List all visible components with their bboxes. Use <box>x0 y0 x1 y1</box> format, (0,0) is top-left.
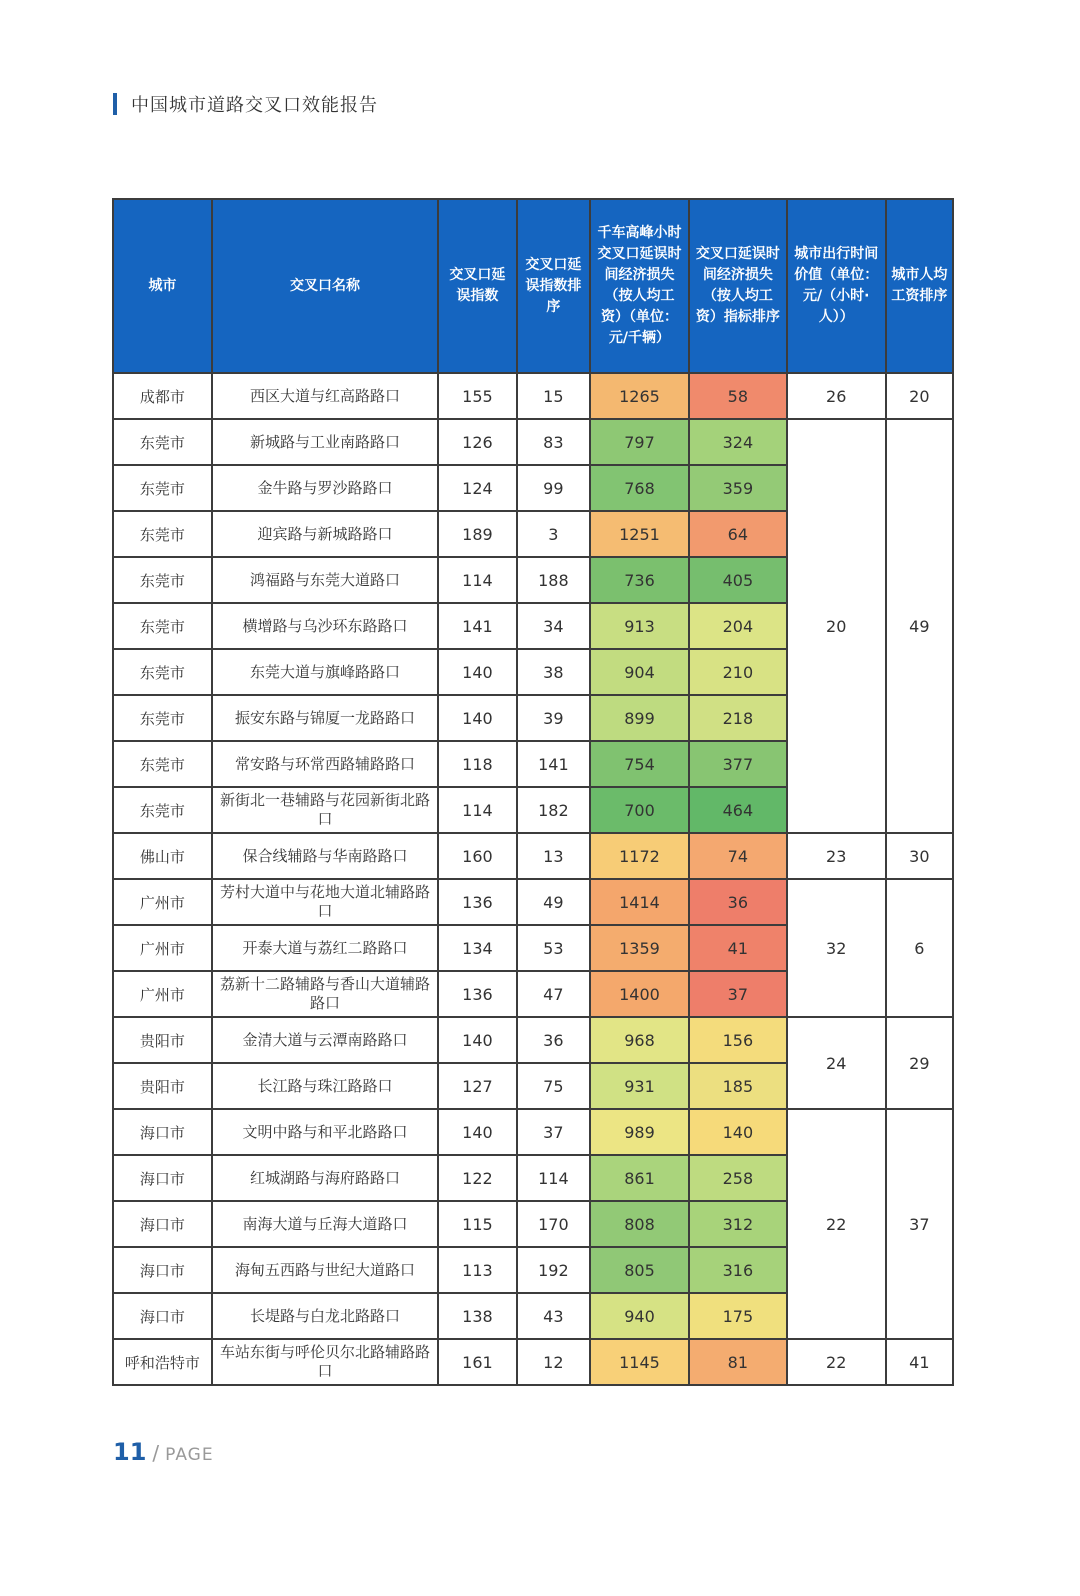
report-title: 中国城市道路交叉口效能报告 <box>131 95 378 116</box>
page-footer <box>113 1438 214 1466</box>
cell-delay-index: 134 <box>438 925 516 971</box>
cell-city: 海口市 <box>113 1293 212 1339</box>
cell-delay-index: 114 <box>438 787 516 833</box>
cell-city: 东莞市 <box>113 787 212 833</box>
cell-delay-rank: 83 <box>517 419 590 465</box>
cell-city: 东莞市 <box>113 557 212 603</box>
cell-intersection-name: 金牛路与罗沙路路口 <box>212 465 438 511</box>
cell-loss-rank: 316 <box>689 1247 787 1293</box>
header-accent-bar <box>113 93 117 115</box>
cell-intersection-name: 西区大道与红高路路口 <box>212 373 438 419</box>
cell-time-value: 22 <box>787 1339 886 1385</box>
cell-loss-rank: 377 <box>689 741 787 787</box>
cell-delay-index: 189 <box>438 511 516 557</box>
page-number: 11 <box>113 1438 147 1466</box>
cell-loss-rank: 81 <box>689 1339 787 1385</box>
cell-delay-rank: 114 <box>517 1155 590 1201</box>
cell-loss-rank: 156 <box>689 1017 787 1063</box>
cell-loss-rank: 258 <box>689 1155 787 1201</box>
table-row <box>113 1017 953 1063</box>
cell-loss-rank: 324 <box>689 419 787 465</box>
cell-delay-rank: 53 <box>517 925 590 971</box>
cell-delay-rank: 13 <box>517 833 590 879</box>
table-body <box>113 373 953 1385</box>
cell-intersection-name: 荔新十二路辅路与香山大道辅路路口 <box>212 971 438 1017</box>
table-row <box>113 1339 953 1385</box>
cell-delay-rank: 39 <box>517 695 590 741</box>
cell-loss-rank: 140 <box>689 1109 787 1155</box>
cell-delay-rank: 47 <box>517 971 590 1017</box>
cell-delay-rank: 38 <box>517 649 590 695</box>
cell-loss-rank: 405 <box>689 557 787 603</box>
cell-intersection-name: 迎宾路与新城路路口 <box>212 511 438 557</box>
cell-delay-rank: 99 <box>517 465 590 511</box>
cell-city: 海口市 <box>113 1109 212 1155</box>
cell-loss-rank: 74 <box>689 833 787 879</box>
cell-city: 东莞市 <box>113 741 212 787</box>
cell-intersection-name: 振安东路与锦厦一龙路路口 <box>212 695 438 741</box>
cell-intersection-name: 长堤路与白龙北路路口 <box>212 1293 438 1339</box>
cell-economic-loss: 1400 <box>590 971 689 1017</box>
cell-loss-rank: 185 <box>689 1063 787 1109</box>
cell-delay-index: 140 <box>438 649 516 695</box>
cell-economic-loss: 1172 <box>590 833 689 879</box>
cell-delay-index: 122 <box>438 1155 516 1201</box>
cell-intersection-name: 海甸五西路与世纪大道路口 <box>212 1247 438 1293</box>
cell-intersection-name: 金清大道与云潭南路路口 <box>212 1017 438 1063</box>
col-header-delay-rank: 交叉口延误指数排序 <box>517 199 590 373</box>
cell-delay-index: 115 <box>438 1201 516 1247</box>
cell-time-value: 24 <box>787 1017 886 1109</box>
cell-delay-index: 161 <box>438 1339 516 1385</box>
cell-delay-index: 113 <box>438 1247 516 1293</box>
cell-city: 海口市 <box>113 1155 212 1201</box>
cell-loss-rank: 41 <box>689 925 787 971</box>
cell-city: 广州市 <box>113 971 212 1017</box>
cell-intersection-name: 文明中路与和平北路路口 <box>212 1109 438 1155</box>
cell-city: 广州市 <box>113 925 212 971</box>
page-slash: / <box>152 1441 160 1465</box>
cell-city: 海口市 <box>113 1247 212 1293</box>
cell-loss-rank: 218 <box>689 695 787 741</box>
cell-economic-loss: 1359 <box>590 925 689 971</box>
cell-city: 呼和浩特市 <box>113 1339 212 1385</box>
cell-wage-rank: 6 <box>886 879 953 1017</box>
cell-economic-loss: 968 <box>590 1017 689 1063</box>
cell-city: 贵阳市 <box>113 1063 212 1109</box>
cell-economic-loss: 1414 <box>590 879 689 925</box>
cell-economic-loss: 736 <box>590 557 689 603</box>
cell-city: 东莞市 <box>113 419 212 465</box>
cell-delay-rank: 36 <box>517 1017 590 1063</box>
cell-intersection-name: 开泰大道与荔红二路路口 <box>212 925 438 971</box>
cell-economic-loss: 931 <box>590 1063 689 1109</box>
table-header-row <box>113 199 953 373</box>
intersection-table <box>112 198 954 1386</box>
cell-time-value: 26 <box>787 373 886 419</box>
cell-time-value: 22 <box>787 1109 886 1339</box>
cell-city: 广州市 <box>113 879 212 925</box>
cell-city: 贵阳市 <box>113 1017 212 1063</box>
cell-intersection-name: 南海大道与丘海大道路口 <box>212 1201 438 1247</box>
cell-loss-rank: 64 <box>689 511 787 557</box>
cell-loss-rank: 312 <box>689 1201 787 1247</box>
cell-delay-index: 136 <box>438 879 516 925</box>
cell-delay-rank: 34 <box>517 603 590 649</box>
page-label: PAGE <box>165 1445 214 1465</box>
cell-delay-rank: 188 <box>517 557 590 603</box>
cell-economic-loss: 989 <box>590 1109 689 1155</box>
cell-economic-loss: 1265 <box>590 373 689 419</box>
cell-city: 东莞市 <box>113 649 212 695</box>
cell-delay-index: 127 <box>438 1063 516 1109</box>
cell-intersection-name: 鸿福路与东莞大道路口 <box>212 557 438 603</box>
cell-delay-rank: 3 <box>517 511 590 557</box>
cell-wage-rank: 20 <box>886 373 953 419</box>
cell-loss-rank: 58 <box>689 373 787 419</box>
cell-delay-rank: 43 <box>517 1293 590 1339</box>
cell-economic-loss: 940 <box>590 1293 689 1339</box>
cell-economic-loss: 899 <box>590 695 689 741</box>
cell-intersection-name: 东莞大道与旗峰路路口 <box>212 649 438 695</box>
cell-loss-rank: 175 <box>689 1293 787 1339</box>
cell-time-value: 32 <box>787 879 886 1017</box>
col-header-intersection-name: 交叉口名称 <box>212 199 438 373</box>
cell-delay-rank: 141 <box>517 741 590 787</box>
cell-economic-loss: 904 <box>590 649 689 695</box>
cell-loss-rank: 37 <box>689 971 787 1017</box>
cell-delay-rank: 15 <box>517 373 590 419</box>
col-header-delay-index: 交叉口延误指数 <box>438 199 516 373</box>
cell-economic-loss: 913 <box>590 603 689 649</box>
cell-wage-rank: 49 <box>886 419 953 833</box>
cell-loss-rank: 464 <box>689 787 787 833</box>
cell-delay-index: 160 <box>438 833 516 879</box>
cell-delay-index: 140 <box>438 695 516 741</box>
cell-city: 东莞市 <box>113 465 212 511</box>
cell-wage-rank: 37 <box>886 1109 953 1339</box>
cell-delay-index: 118 <box>438 741 516 787</box>
cell-delay-index: 124 <box>438 465 516 511</box>
cell-city: 东莞市 <box>113 603 212 649</box>
cell-city: 海口市 <box>113 1201 212 1247</box>
cell-economic-loss: 808 <box>590 1201 689 1247</box>
cell-delay-index: 126 <box>438 419 516 465</box>
table-row <box>113 879 953 925</box>
cell-loss-rank: 36 <box>689 879 787 925</box>
table-row <box>113 1109 953 1155</box>
cell-intersection-name: 常安路与环常西路辅路路口 <box>212 741 438 787</box>
cell-delay-index: 140 <box>438 1017 516 1063</box>
cell-intersection-name: 横增路与乌沙环东路路口 <box>212 603 438 649</box>
cell-delay-index: 140 <box>438 1109 516 1155</box>
cell-intersection-name: 车站东街与呼伦贝尔北路辅路路口 <box>212 1339 438 1385</box>
cell-delay-index: 136 <box>438 971 516 1017</box>
cell-delay-index: 141 <box>438 603 516 649</box>
cell-intersection-name: 红城湖路与海府路路口 <box>212 1155 438 1201</box>
cell-intersection-name: 新街北一巷辅路与花园新街北路口 <box>212 787 438 833</box>
cell-delay-rank: 12 <box>517 1339 590 1385</box>
cell-time-value: 20 <box>787 419 886 833</box>
table-row <box>113 373 953 419</box>
cell-delay-rank: 182 <box>517 787 590 833</box>
report-header <box>113 92 378 116</box>
cell-delay-rank: 192 <box>517 1247 590 1293</box>
cell-intersection-name: 新城路与工业南路路口 <box>212 419 438 465</box>
cell-city: 东莞市 <box>113 511 212 557</box>
col-header-economic-loss: 千车高峰小时交叉口延误时间经济损失（按人均工资）（单位：元/千辆） <box>590 199 689 373</box>
cell-city: 佛山市 <box>113 833 212 879</box>
cell-economic-loss: 861 <box>590 1155 689 1201</box>
cell-delay-rank: 170 <box>517 1201 590 1247</box>
cell-intersection-name: 长江路与珠江路路口 <box>212 1063 438 1109</box>
table-row <box>113 833 953 879</box>
cell-delay-rank: 75 <box>517 1063 590 1109</box>
cell-time-value: 23 <box>787 833 886 879</box>
cell-city: 东莞市 <box>113 695 212 741</box>
cell-economic-loss: 1251 <box>590 511 689 557</box>
cell-intersection-name: 保合线辅路与华南路路口 <box>212 833 438 879</box>
cell-wage-rank: 41 <box>886 1339 953 1385</box>
cell-economic-loss: 797 <box>590 419 689 465</box>
table-row <box>113 419 953 465</box>
cell-economic-loss: 700 <box>590 787 689 833</box>
cell-intersection-name: 芳村大道中与花地大道北辅路路口 <box>212 879 438 925</box>
col-header-loss-rank: 交叉口延误时间经济损失（按人均工资）指标排序 <box>689 199 787 373</box>
cell-economic-loss: 805 <box>590 1247 689 1293</box>
cell-delay-index: 155 <box>438 373 516 419</box>
cell-loss-rank: 210 <box>689 649 787 695</box>
cell-delay-rank: 49 <box>517 879 590 925</box>
cell-city: 成都市 <box>113 373 212 419</box>
cell-loss-rank: 359 <box>689 465 787 511</box>
cell-delay-index: 114 <box>438 557 516 603</box>
cell-delay-index: 138 <box>438 1293 516 1339</box>
cell-economic-loss: 754 <box>590 741 689 787</box>
cell-wage-rank: 30 <box>886 833 953 879</box>
cell-loss-rank: 204 <box>689 603 787 649</box>
col-header-wage-rank: 城市人均工资排序 <box>886 199 953 373</box>
col-header-city: 城市 <box>113 199 212 373</box>
cell-wage-rank: 29 <box>886 1017 953 1109</box>
cell-economic-loss: 768 <box>590 465 689 511</box>
cell-delay-rank: 37 <box>517 1109 590 1155</box>
cell-economic-loss: 1145 <box>590 1339 689 1385</box>
col-header-time-value: 城市出行时间价值（单位：元/（小时·人）） <box>787 199 886 373</box>
